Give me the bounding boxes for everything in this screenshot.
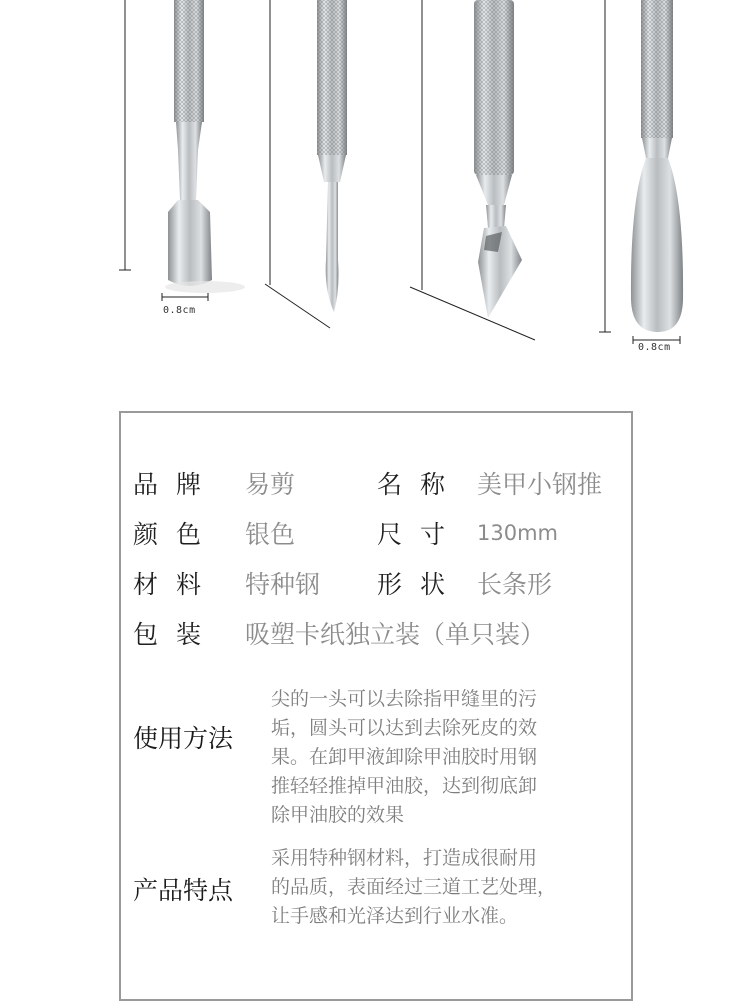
brand-value: 易剪 bbox=[245, 470, 296, 499]
features-line: 让手感和光泽达到行业水准。 bbox=[271, 905, 519, 927]
usage-line: 推轻轻推掉甲油胶，达到彻底卸 bbox=[271, 775, 538, 797]
tool-2 bbox=[265, 0, 347, 328]
dimension-label-left: 0.8cm bbox=[163, 305, 196, 316]
product-info-card bbox=[119, 411, 633, 1001]
size-value: 130mm bbox=[477, 521, 558, 545]
usage-text bbox=[271, 685, 587, 830]
package-label: 包 装 bbox=[133, 620, 201, 649]
tool-4 bbox=[599, 0, 683, 344]
spec-row-color-size bbox=[133, 516, 623, 550]
tool-1 bbox=[119, 0, 245, 301]
features-line: 的品质，表面经过三道工艺处理， bbox=[271, 876, 557, 898]
color-value: 银色 bbox=[245, 520, 296, 549]
usage-line: 尖的一头可以去除指甲缝里的污 bbox=[271, 688, 538, 710]
package-value: 吸塑卡纸独立装（单只装） bbox=[245, 620, 546, 649]
size-label: 尺 寸 bbox=[377, 520, 445, 549]
color-label: 颜 色 bbox=[133, 520, 201, 549]
usage-line: 垢，圆头可以达到去除死皮的效 bbox=[271, 717, 538, 739]
dimension-label-right: 0.8cm bbox=[638, 342, 671, 353]
features-line: 采用特种钢材料，打造成很耐用 bbox=[271, 847, 538, 869]
features-text bbox=[271, 844, 587, 931]
usage-line: 除甲油胶的效果 bbox=[271, 804, 405, 826]
cuticle-pusher-illustration bbox=[0, 0, 750, 380]
shape-value: 长条形 bbox=[477, 570, 553, 599]
material-label: 材 料 bbox=[133, 570, 201, 599]
brand-label: 品 牌 bbox=[133, 470, 201, 499]
usage-title: 使用方法 bbox=[133, 724, 234, 753]
material-value: 特种钢 bbox=[245, 570, 321, 599]
name-label: 名 称 bbox=[377, 470, 445, 499]
tool-3 bbox=[410, 0, 535, 340]
name-value: 美甲小钢推 bbox=[477, 470, 603, 499]
spec-row-brand-name bbox=[133, 466, 623, 500]
usage-line: 果。在卸甲液卸除甲油胶时用钢 bbox=[271, 746, 538, 768]
spec-row-package bbox=[133, 616, 623, 650]
features-title: 产品特点 bbox=[133, 876, 234, 905]
product-photo bbox=[0, 0, 750, 380]
spec-row-material-shape bbox=[133, 566, 623, 600]
shape-label: 形 状 bbox=[377, 570, 445, 599]
